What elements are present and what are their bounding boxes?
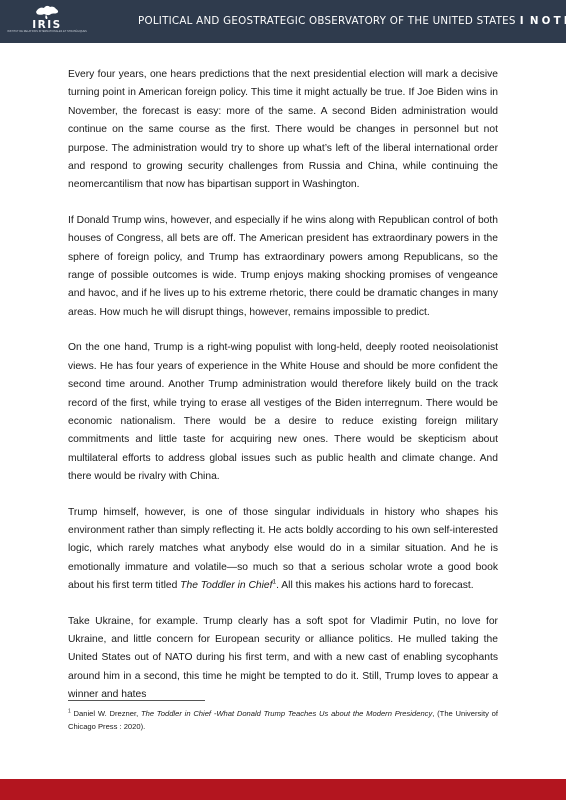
footnote-divider: [68, 700, 205, 701]
paragraph-2: If Donald Trump wins, however, and especially if he wins along with Republican control of both houses of Congress, all bets are off. The American president has extraordinary powers in the sphere of foreign policy, and Trump has extraordinary powers among Republicans, so the range of possible outcomes is wide. Trump enjoys making shocking promises of vengeance and havoc, and if he lives up to his extreme rhetoric, there could be dramatic changes in many areas. How much he will disrupt things, however, remains impossible to predict.: [68, 214, 498, 318]
observatory-title: POLITICAL AND GEOSTRATEGIC OBSERVATORY OF THE UNITED STATES: [138, 15, 516, 27]
note-label: NOTE: [529, 15, 574, 27]
header-separator: I: [519, 15, 524, 27]
footnote-book-title: The Toddler in Chief -What Donald Trump Teaches Us about the Modern Presidency: [140, 709, 433, 718]
footnote: [68, 708, 498, 733]
paragraph-3: On the one hand, Trump is a right-wing populist with long-held, deeply rooted neoisolationist views. He has four years of experience in the White House and should be more confident the second time around. Another Trump administration would therefore likely build on the track record of the first, while trying to erase all vestiges of the Biden interregnum. There would be economic nationalism. There would be a desire to reduce existing foreign military commitments and little taste for acquiring new ones. There would be skepticism about multilateral efforts to address global issues such as public health and climate change. And there would be rivalry with China.: [68, 342, 498, 483]
footnote-author: Daniel W. Drezner,: [70, 709, 141, 718]
paragraph-5: Take Ukraine, for example. Trump clearly has a soft spot for Vladimir Putin, no love for Ukraine, and little concern for European security or alliance politics. He mulled taking the United States out of NATO during his first term, and with a new cast of enabling sycophants around him in a second, this time he might be tempted to do it. Still, Trump loves to appear a winner and hates: [68, 615, 498, 701]
footnote-publisher: , (The University of Chicago Press : 2020).: [68, 709, 498, 731]
footer-bar: [0, 779, 566, 800]
globe-icon: [32, 3, 62, 19]
paragraph-1: Every four years, one hears predictions that the next presidential election will mark a decisive turning point in American foreign policy. This time it might actually be true. If Joe Biden wins in November, the forecast is easy: more of the same. A second Biden administration would continue on the same course as the first. There would be changes in personnel but not purpose. The administration would try to shore up what’s left of the liberal international order and respond to growing security challenges from Russia and China, while continuing the neomercantilism that now has bipartisan support in Washington.: [68, 69, 498, 191]
logo-subtext: INSTITUT DE RELATIONS INTERNATIONALES ET STRATÉGIQUES: [7, 30, 87, 33]
iris-logo: [7, 3, 87, 41]
header-title: [138, 15, 574, 27]
paragraph-4: [68, 504, 498, 596]
logo-text: IRIS: [32, 19, 62, 31]
article-body: [68, 66, 498, 722]
paragraph-4-text-a: Trump himself, however, is one of those singular individuals in history who shapes his environment rather than simply reflecting it. He acts boldly according to his own self-interested logic, which rarely matches what anybody else would do in a similar situation. And he is emotionally immature and volatile—so much so that a serious scholar wrote a good book about his first term titled: [68, 506, 498, 592]
paragraph-4-text-b: . All this makes his actions hard to forecast.: [276, 580, 474, 592]
footnote-reference[interactable]: 1: [272, 578, 277, 586]
footnote-number: 1: [68, 708, 71, 715]
book-title: The Toddler in Chief: [180, 580, 273, 592]
page-header: [0, 0, 574, 43]
